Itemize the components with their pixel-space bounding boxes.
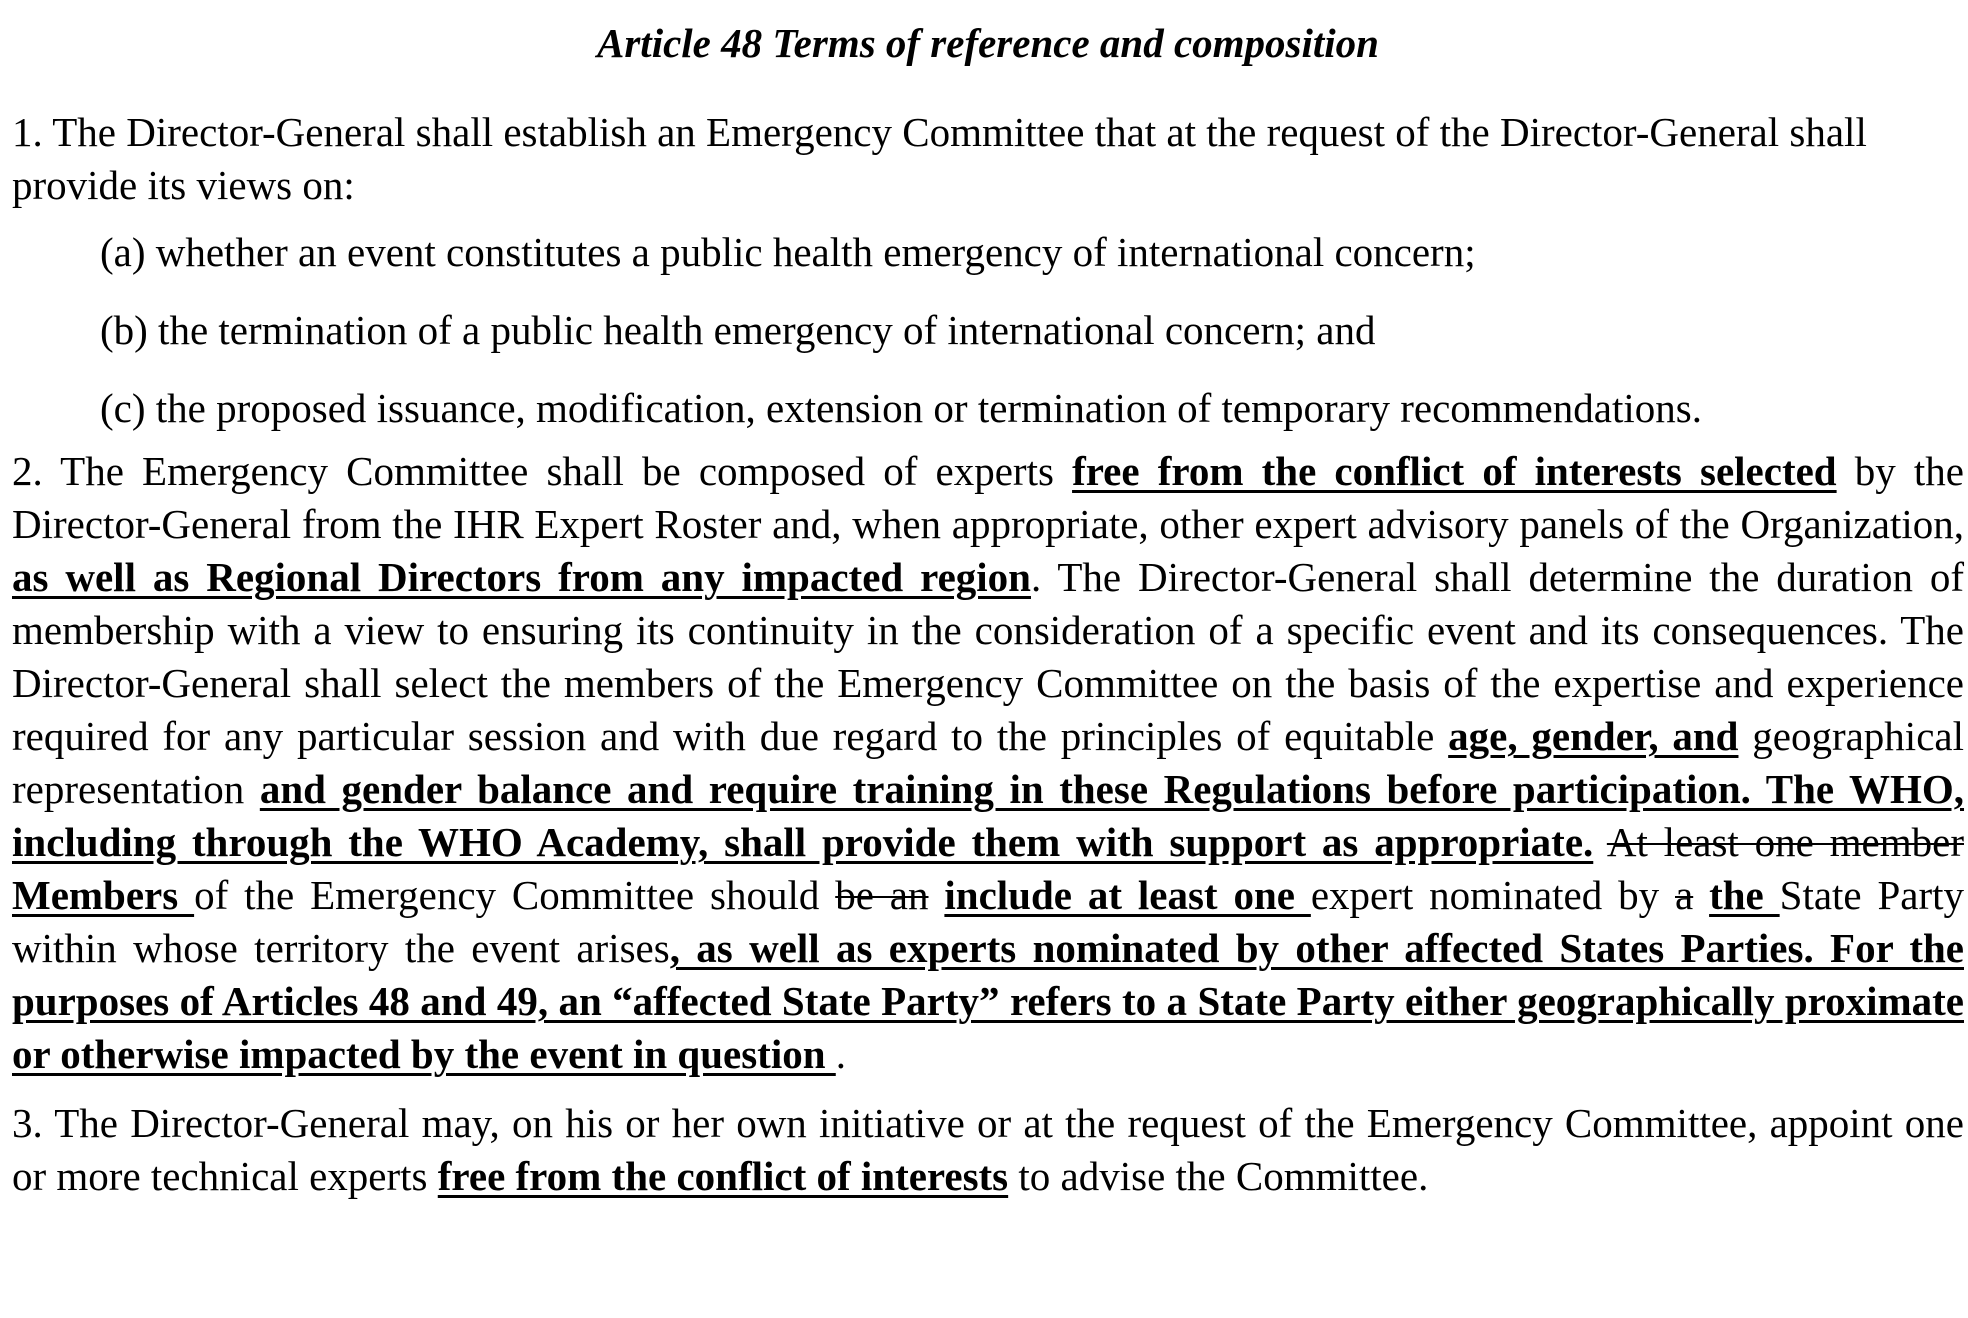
item-list: [12, 226, 1964, 435]
p2-inserted-text: free from the conflict of interests selected: [1072, 448, 1837, 494]
paragraph-2: [12, 445, 1964, 1081]
p2-inserted-text: Members: [12, 872, 195, 918]
p2-text: geographical representation: [12, 713, 1964, 812]
p2-inserted-text: as well as Regional Directors from any impacted region: [12, 554, 1031, 600]
p2-text: [1693, 872, 1709, 918]
p2-text: . The Director-General shall determine the duration of membership with a view to ensuring its continuity in the consideration of a specific event and its consequences. The Director-General shall select the members of the Emergency Committee on the basis of the expertise and experience required for any particular session and with due regard to the principles of equitable: [12, 554, 1965, 759]
p2-text: expert nominated by: [1310, 872, 1675, 918]
p2-text: State Party within whose territory the event arises: [12, 872, 1965, 971]
p2-inserted-text: age, gender, and: [1448, 713, 1739, 759]
p2-text: 2. The Emergency Committee shall be composed of experts: [12, 448, 1073, 494]
list-item-c: (c) the proposed issuance, modification, extension or termination of temporary recommendations.: [100, 385, 1702, 431]
paragraph-1-text: 1. The Director-General shall establish an Emergency Committee that at the request of the Director-General shall provide its views on:: [12, 109, 1867, 208]
paragraph-3: [12, 1097, 1964, 1203]
p2-deleted-text: be an: [835, 872, 929, 918]
list-item-b: (b) the termination of a public health emergency of international concern; and: [100, 307, 1376, 353]
p2-text: by the Director-General from the IHR Expert Roster and, when appropriate, other expert advisory panels of the Organization,: [12, 448, 1964, 547]
p2-inserted-text: include at least one: [944, 872, 1311, 918]
p2-deleted-text: a: [1675, 872, 1694, 918]
p2-text: .: [835, 1031, 847, 1077]
p2-text: [1593, 819, 1607, 865]
p2-inserted-text: , as well as experts nominated by other affected States Parties. For the purposes of Articles 48 and 49, an “affected State Party” refers to a State Party either geographically proximate or otherwise impacted by the event in question: [12, 925, 1964, 1077]
p2-deleted-text: At least one member: [1606, 819, 1964, 865]
p3-inserted-text: free from the conflict of interests: [437, 1153, 1009, 1199]
p3-text: 3. The Director-General may, on his or her own initiative or at the request of the Emergency Committee, appoint one or more technical experts: [12, 1100, 1964, 1199]
p2-inserted-text: the: [1709, 872, 1780, 918]
article-title: Article 48 Terms of reference and composition: [597, 20, 1379, 66]
paragraph-1: [12, 106, 1964, 212]
p2-text: [929, 872, 945, 918]
p2-inserted-text: and gender balance and require training in these Regulations before participation. The WHO, including through the WHO Academy, shall provide them with support as appropriate.: [12, 766, 1965, 865]
p2-text: of the Emergency Committee should: [194, 872, 836, 918]
list-item-a: (a) whether an event constitutes a public health emergency of international concern;: [100, 229, 1476, 275]
p3-text: to advise the Committee.: [1008, 1153, 1429, 1199]
